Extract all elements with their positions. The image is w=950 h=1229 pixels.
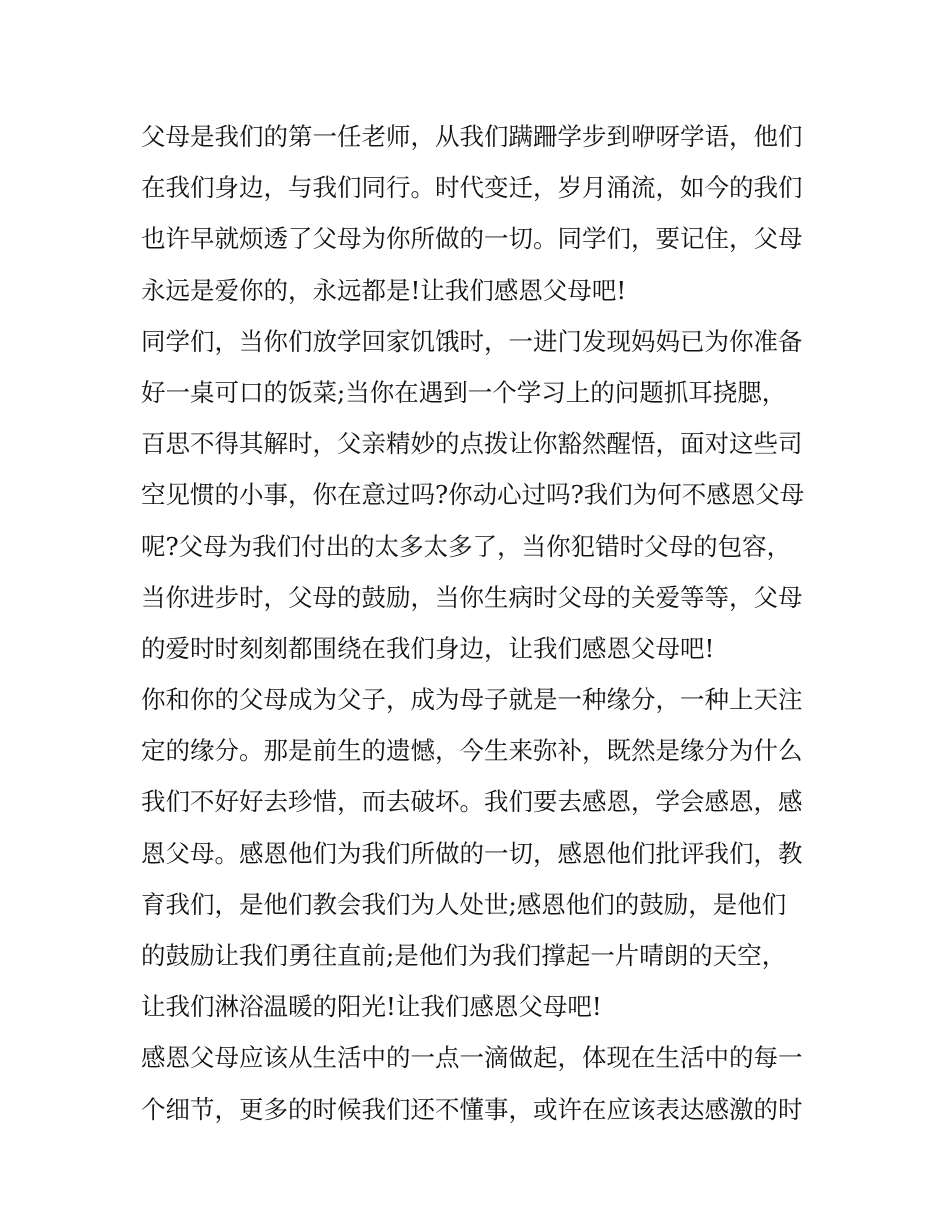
text-line: 育我们，是他们教会我们为人处世;感恩他们的鼓励，是他们 xyxy=(141,889,787,919)
text-line: 同学们，当你们放学回家饥饿时，一进门发现妈妈已为你准备 xyxy=(141,326,803,356)
text-line: 个细节，更多的时候我们还不懂事，或许在应该表达感激的时 xyxy=(141,1094,803,1124)
text-line: 永远是爱你的，永远都是!让我们感恩父母吧! xyxy=(141,275,627,305)
text-line: 感恩父母应该从生活中的一点一滴做起，体现在生活中的每一 xyxy=(141,1043,803,1073)
text-line: 我们不好好去珍惜，而去破坏。我们要去感恩，学会感恩，感 xyxy=(141,787,803,817)
text-line: 百思不得其解时，父亲精妙的点拨让你豁然醒悟，面对这些司 xyxy=(141,429,803,459)
text-line: 父母是我们的第一任老师，从我们蹒跚学步到咿呀学语，他们 xyxy=(141,122,803,151)
text-line: 也许早就烦透了父母为你所做的一切。同学们，要记住，父母 xyxy=(141,224,803,254)
text-line: 你和你的父母成为父子，成为母子就是一种缘分，一种上天注 xyxy=(141,685,803,715)
text-line: 空见惯的小事，你在意过吗?你动心过吗?我们为何不感恩父母 xyxy=(141,480,805,510)
document-body xyxy=(141,111,821,1135)
text-line: 恩父母。感恩他们为我们所做的一切，感恩他们批评我们，教 xyxy=(141,838,803,868)
text-line: 定的缘分。那是前生的遗憾，今生来弥补，既然是缘分为什么 xyxy=(141,736,803,766)
text-line: 好一桌可口的饭菜;当你在遇到一个学习上的问题抓耳挠腮， xyxy=(141,377,787,407)
text-line: 在我们身边，与我们同行。时代变迁，岁月涌流，如今的我们 xyxy=(141,173,803,203)
text-line: 呢?父母为我们付出的太多太多了，当你犯错时父母的包容， xyxy=(141,531,792,561)
text-line: 当你进步时，父母的鼓励，当你生病时父母的关爱等等，父母 xyxy=(141,582,803,612)
text-line: 的爱时时刻刻都围绕在我们身边，让我们感恩父母吧! xyxy=(141,633,715,663)
text-line: 的鼓励让我们勇往直前;是他们为我们撑起一片晴朗的天空， xyxy=(141,941,787,970)
text-line: 让我们淋浴温暖的阳光!让我们感恩父母吧! xyxy=(141,992,602,1022)
